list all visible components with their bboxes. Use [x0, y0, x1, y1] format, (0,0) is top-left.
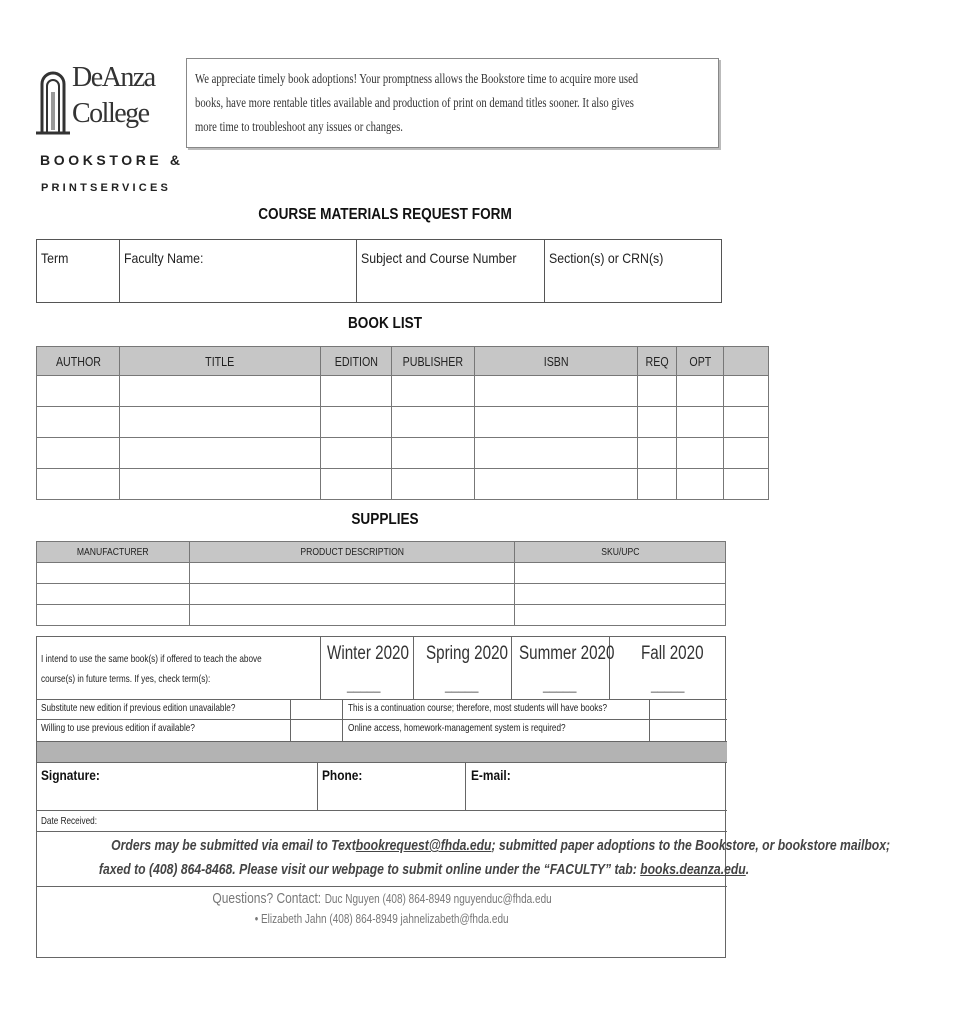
reuse-and-contact-section — [36, 636, 891, 958]
intent-text-line1: I intend to use the same book(s) if offered to teach the above — [41, 653, 262, 665]
course-info-table — [36, 239, 722, 303]
signature-label: Signature: — [41, 767, 100, 783]
substitute-answer-box[interactable] — [291, 700, 341, 719]
college-logo-mark — [36, 62, 70, 136]
term-summer-2020: Summer 2020 — [519, 643, 615, 664]
section-crn-field[interactable]: Section(s) or CRN(s) — [545, 240, 722, 303]
contact-elizabeth-jahn: • Elizabeth Jahn (408) 864-8949 jahnelizabeth@fhda.edu — [255, 912, 509, 926]
previous-answer-box[interactable] — [291, 720, 341, 740]
book-row — [37, 438, 769, 469]
term-winter-2020: Winter 2020 — [327, 643, 409, 664]
bookstore-label: BOOKSTORE & — [40, 152, 184, 168]
col-opt: OPT — [677, 347, 724, 376]
term-fall-2020: Fall 2020 — [641, 643, 704, 664]
online-answer-box[interactable] — [650, 720, 726, 740]
col-sku-upc: SKU/UPC — [515, 542, 726, 563]
continuation-answer-box[interactable] — [650, 700, 726, 719]
col-title: TITLE — [120, 347, 321, 376]
supply-row — [37, 605, 726, 626]
term-spring-2020: Spring 2020 — [426, 643, 508, 664]
col-edition: EDITION — [321, 347, 392, 376]
bookrequest-email-link[interactable]: bookrequest@fhda.edu — [355, 838, 492, 854]
col-author: AUTHOR — [37, 347, 120, 376]
check-spring-2020[interactable]: _____ — [445, 679, 479, 693]
email-field[interactable] — [466, 762, 727, 810]
col-product-description: PRODUCT DESCRIPTION — [190, 542, 515, 563]
book-list-title: BOOK LIST — [347, 315, 423, 332]
logo-text-college: College — [72, 98, 149, 129]
book-row — [37, 376, 769, 407]
notice-line: books, have more rentable titles available and production of print on demand titles sooner. It also gives — [195, 95, 634, 110]
check-fall-2020[interactable]: _____ — [651, 679, 685, 693]
notice-line: more time to troubleshoot any issues or changes. — [195, 119, 403, 134]
bookstore-website-link[interactable]: books.deanza.edu — [640, 862, 746, 878]
faculty-name-field[interactable]: Faculty Name: — [120, 240, 357, 303]
col-isbn: ISBN — [475, 347, 638, 376]
supply-row — [37, 584, 726, 605]
check-winter-2020[interactable]: _____ — [347, 679, 381, 693]
notice-box — [186, 58, 719, 148]
substitute-question: Substitute new edition if previous edition unavailable? — [41, 702, 236, 714]
col-manufacturer: MANUFACTURER — [37, 542, 190, 563]
form-title: COURSE MATERIALS REQUEST FORM — [258, 206, 512, 223]
orders-instructions: Orders may be submitted via email to Textbookrequest@fhda.edu; submitted paper adoptions to the Bookstore, or bookstore mailbox; faxed to (408) 864-8468. Please visit our webpage to submit online under the “FACULTY” tab: books.deanza.edu. — [98, 838, 891, 878]
continuation-question: This is a continuation course; therefore, most students will have books? — [348, 702, 608, 714]
supply-row — [37, 563, 726, 584]
printservices-label: PRINTSERVICES — [41, 182, 172, 194]
term-field[interactable]: Term — [37, 240, 120, 303]
check-summer-2020[interactable]: _____ — [543, 679, 577, 693]
col-req: REQ — [638, 347, 677, 376]
email-label: E-mail: — [471, 767, 511, 783]
supplies-title: SUPPLIES — [351, 511, 419, 528]
contact-duc-nguyen: Duc Nguyen (408) 864-8949 nguyenduc@fhda.edu — [324, 892, 552, 906]
supplies-table — [36, 541, 726, 626]
previous-edition-question: Willing to use previous edition if available? — [41, 722, 195, 734]
book-list-table — [36, 346, 769, 500]
col-publisher: PUBLISHER — [392, 347, 475, 376]
notice-line: We appreciate timely book adoptions! Your promptness allows the Bookstore time to acquire more used — [195, 71, 639, 86]
subject-course-field[interactable]: Subject and Course Number — [357, 240, 545, 303]
divider-band — [37, 741, 727, 763]
signature-field[interactable] — [37, 762, 317, 810]
online-access-question: Online access, homework-management system is required? — [348, 722, 566, 734]
questions-contact — [37, 890, 727, 928]
book-row — [37, 407, 769, 438]
date-received-label: Date Received: — [41, 815, 98, 827]
logo-text-deanza: DeAnza — [72, 62, 155, 93]
intent-text-line2: course(s) in future terms. If yes, check term(s): — [41, 673, 211, 685]
book-row — [37, 469, 769, 500]
phone-label: Phone: — [322, 767, 363, 783]
phone-field[interactable] — [318, 762, 465, 810]
col-extra — [724, 347, 769, 376]
questions-label: Questions? Contact: — [212, 890, 322, 907]
